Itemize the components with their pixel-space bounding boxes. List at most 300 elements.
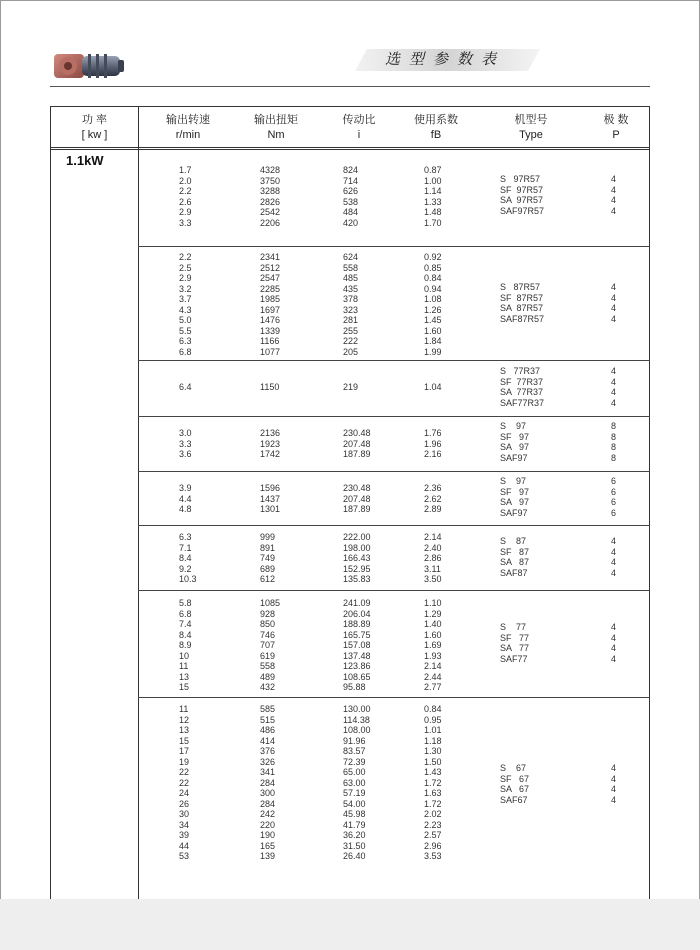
service-factor-column-value: 1.45: [424, 315, 442, 325]
torque-column-value: 749: [260, 553, 276, 563]
speed-column-value: 7.4: [179, 619, 192, 629]
ratio-column-value: 83.57: [343, 746, 366, 756]
type-column-value: SF 97: [500, 486, 530, 497]
service-factor-column-value: 1.60: [424, 629, 442, 640]
torque-column-value: 1985: [260, 294, 281, 304]
power-rating: 1.1kW: [66, 153, 104, 168]
type-column-value: S 97R57: [500, 174, 541, 184]
speed-column-value: 5.0: [179, 315, 192, 325]
poles-column-value: 4: [611, 282, 617, 292]
type-column-value: S 97: [500, 476, 527, 486]
service-factor-column-value: 1.48: [424, 207, 442, 217]
speed-column-value: 15: [179, 682, 190, 692]
poles-column-value: 4: [611, 622, 617, 632]
service-factor-column-value: 0.95: [424, 714, 442, 725]
ratio-column: [343, 382, 358, 393]
speed-column-value: 22: [179, 767, 190, 777]
poles-column: [611, 421, 616, 463]
torque-column-value: 414: [260, 735, 276, 746]
header-speed-unit: r/min: [175, 129, 201, 141]
type-column-value: SF 77R37: [500, 376, 544, 387]
service-factor-column-value: 1.33: [424, 196, 442, 207]
ratio-column-value: 485: [343, 273, 359, 283]
torque-column-value: 165: [260, 840, 276, 851]
header-speed-label: 输出转速: [166, 114, 210, 126]
torque-column-value: 850: [260, 619, 276, 629]
speed-column-value: 24: [179, 788, 190, 798]
poles-column-value: 4: [611, 313, 617, 324]
header-service-factor-label: 使用系数: [414, 114, 458, 126]
speed-column-value: 2.2: [179, 252, 192, 262]
service-factor-column: [424, 428, 442, 460]
group-separator: [138, 525, 650, 526]
ratio-column-value: 130.00: [343, 704, 371, 714]
speed-column-value: 5.8: [179, 598, 192, 608]
poles-column-value: 4: [611, 557, 617, 567]
type-column-value: SAF97R57: [500, 205, 545, 216]
ratio-column: [343, 598, 371, 693]
ratio-column-value: 187.89: [343, 449, 371, 459]
torque-column-value: 746: [260, 629, 276, 640]
speed-column-value: 19: [179, 756, 190, 767]
type-column-value: SA 97R57: [500, 195, 544, 205]
ratio-column-value: 135.83: [343, 574, 371, 584]
type-column: [500, 174, 544, 216]
service-factor-column-value: 2.57: [424, 830, 442, 840]
torque-column: [260, 483, 280, 515]
poles-column-value: 4: [611, 387, 617, 397]
speed-column-value: 10: [179, 650, 190, 661]
speed-column-value: 3.2: [179, 283, 192, 294]
service-factor-column: [424, 252, 442, 357]
ratio-column: [343, 704, 371, 862]
service-factor-column-value: 1.70: [424, 217, 442, 228]
poles-column-value: 6: [611, 486, 617, 497]
type-column: [500, 282, 544, 324]
ratio-column-value: 114.38: [343, 714, 370, 725]
ratio-column-value: 281: [343, 315, 359, 325]
service-factor-column-value: 1.40: [424, 619, 442, 629]
ratio-column-value: 207.48: [343, 438, 371, 449]
speed-column: [179, 483, 192, 515]
poles-column: [611, 366, 616, 408]
header-torque-label: 输出扭矩: [254, 114, 298, 126]
poles-column-value: 4: [611, 205, 617, 216]
speed-column-value: 4.4: [179, 493, 192, 504]
poles-column: [611, 536, 616, 578]
torque-column-value: 1150: [260, 382, 280, 392]
torque-column-value: 1166: [260, 336, 280, 346]
torque-column-value: 284: [260, 798, 276, 809]
poles-column-value: 4: [611, 195, 617, 205]
type-column: [500, 366, 544, 408]
type-column-value: SA 77: [500, 643, 530, 653]
service-factor-column-value: 3.53: [424, 851, 442, 861]
ratio-column-value: 152.95: [343, 563, 371, 574]
header-power-label: 功 率: [81, 114, 108, 126]
service-factor-column-value: 2.77: [424, 682, 442, 692]
speed-column-value: 2.5: [179, 262, 192, 273]
torque-column-value: 341: [260, 767, 276, 777]
ratio-column: [343, 165, 358, 228]
group-separator: [138, 471, 650, 472]
header-type-unit: Type: [519, 129, 543, 141]
ratio-column-value: 157.08: [343, 640, 371, 650]
ratio-column-value: 205: [343, 346, 359, 357]
ratio-column-value: 65.00: [343, 767, 366, 777]
torque-column-value: 612: [260, 574, 276, 584]
torque-column-value: 619: [260, 650, 276, 661]
torque-column-value: 2341: [260, 252, 281, 262]
header-ratio: [329, 113, 389, 143]
service-factor-column-value: 0.87: [424, 165, 442, 175]
ratio-column-value: 95.88: [343, 682, 366, 692]
torque-column-value: 1697: [260, 304, 281, 315]
service-factor-column-value: 2.89: [424, 504, 442, 514]
type-column-value: SF 87: [500, 546, 530, 557]
speed-column-value: 3.9: [179, 483, 192, 493]
group-separator: [138, 590, 650, 591]
header-separator: [51, 147, 649, 150]
poles-column-value: 4: [611, 366, 617, 376]
poles-column-value: 4: [611, 643, 617, 653]
speed-column-value: 53: [179, 851, 190, 861]
service-factor-column-value: 2.62: [424, 493, 442, 504]
group-separator: [138, 360, 650, 361]
speed-column-value: 15: [179, 735, 190, 746]
torque-column-value: 707: [260, 640, 276, 650]
speed-column-value: 13: [179, 725, 190, 735]
ratio-column: [343, 532, 371, 585]
page-footer-band: [0, 899, 700, 950]
torque-column-value: 1923: [260, 438, 281, 449]
group-separator: [138, 246, 650, 247]
speed-column-value: 3.0: [179, 428, 192, 438]
type-column-value: S 87R57: [500, 282, 541, 292]
service-factor-column-value: 1.93: [424, 650, 442, 661]
torque-column-value: 284: [260, 777, 276, 788]
service-factor-column-value: 1.96: [424, 438, 442, 449]
ratio-column-value: 219: [343, 382, 359, 392]
service-factor-column-value: 1.63: [424, 788, 442, 798]
service-factor-column-value: 1.14: [424, 186, 442, 196]
service-factor-column: [424, 532, 442, 585]
service-factor-column-value: 3.50: [424, 574, 442, 584]
torque-column-value: 139: [260, 851, 276, 861]
ratio-column-value: 558: [343, 262, 359, 273]
torque-column-value: 242: [260, 809, 276, 819]
speed-column-value: 6.8: [179, 608, 192, 619]
service-factor-column-value: 1.18: [424, 735, 442, 746]
service-factor-column-value: 1.50: [424, 756, 442, 767]
speed-column-value: 4.3: [179, 304, 192, 315]
header-type-label: 机型号: [514, 114, 548, 126]
service-factor-column-value: 2.44: [424, 671, 442, 682]
type-column-value: S 67: [500, 763, 527, 773]
service-factor-column-value: 0.84: [424, 273, 442, 283]
torque-column-value: 1301: [260, 504, 281, 514]
torque-column-value: 558: [260, 661, 276, 671]
torque-column-value: 515: [260, 714, 276, 725]
service-factor-column-value: 2.02: [424, 809, 442, 819]
top-rule: [50, 86, 650, 87]
header-power: [51, 113, 138, 143]
ratio-column-value: 198.00: [343, 542, 371, 553]
type-column: [500, 421, 529, 463]
ratio-column-value: 378: [343, 294, 359, 304]
ratio-column-value: 31.50: [343, 840, 366, 851]
speed-column: [179, 532, 197, 585]
service-factor-column-value: 0.92: [424, 252, 442, 262]
speed-column-value: 30: [179, 809, 190, 819]
ratio-column-value: 26.40: [343, 851, 366, 861]
ratio-column-value: 108.00: [343, 725, 371, 735]
poles-column-value: 4: [611, 567, 617, 578]
service-factor-column-value: 1.69: [424, 640, 442, 650]
speed-column-value: 2.2: [179, 186, 192, 196]
service-factor-column-value: 2.14: [424, 661, 442, 671]
poles-column-value: 4: [611, 303, 617, 313]
header-ratio-unit: i: [357, 129, 361, 141]
type-column: [500, 536, 529, 578]
ratio-column: [343, 483, 371, 515]
torque-column-value: 220: [260, 819, 276, 830]
torque-column-value: 891: [260, 542, 276, 553]
poles-column-value: 4: [611, 536, 617, 546]
torque-column-value: 2285: [260, 283, 281, 294]
poles-column-value: 8: [611, 421, 617, 431]
torque-column-value: 2542: [260, 207, 281, 217]
speed-column: [179, 428, 192, 460]
speed-column-value: 2.0: [179, 175, 192, 186]
torque-column: [260, 704, 275, 862]
speed-column-value: 4.8: [179, 504, 192, 514]
ratio-column-value: 714: [343, 175, 359, 186]
torque-column: [260, 382, 279, 393]
service-factor-column-value: 2.40: [424, 542, 442, 553]
service-factor-column-value: 1.76: [424, 428, 442, 438]
poles-column-value: 8: [611, 452, 617, 463]
service-factor-column-value: 2.96: [424, 840, 442, 851]
poles-column-value: 4: [611, 632, 617, 643]
type-column-value: SA 77R37: [500, 387, 544, 397]
ratio-column-value: 188.89: [343, 619, 371, 629]
speed-column: [179, 382, 192, 393]
ratio-column-value: 484: [343, 207, 359, 217]
type-column-value: SAF77R37: [500, 397, 545, 408]
poles-column: [611, 174, 616, 216]
type-column-value: SF 97R57: [500, 184, 544, 195]
torque-column: [260, 428, 280, 460]
type-column: [500, 763, 529, 805]
type-column-value: SAF87R57: [500, 313, 545, 324]
poles-column-value: 4: [611, 397, 617, 408]
service-factor-column: [424, 704, 442, 862]
type-column-value: SA 87: [500, 557, 530, 567]
torque-column-value: 2206: [260, 217, 281, 228]
ratio-column-value: 824: [343, 165, 359, 175]
type-column-value: SA 67: [500, 784, 530, 794]
ratio-column-value: 123.86: [343, 661, 371, 671]
speed-column-value: 39: [179, 830, 190, 840]
type-column-value: S 77R37: [500, 366, 541, 376]
poles-column: [611, 282, 616, 324]
poles-column-value: 4: [611, 784, 617, 794]
header-type: [501, 113, 561, 143]
poles-column-value: 8: [611, 442, 617, 452]
type-column-value: SAF97: [500, 507, 528, 518]
type-column: [500, 476, 529, 518]
poles-column-value: 4: [611, 794, 617, 805]
speed-column-value: 9.2: [179, 563, 192, 574]
service-factor-column-value: 1.60: [424, 325, 442, 336]
service-factor-column-value: 3.11: [424, 563, 441, 574]
poles-column: [611, 622, 616, 664]
speed-column-value: 3.3: [179, 217, 192, 228]
poles-column-value: 4: [611, 773, 617, 784]
type-column-value: SA 87R57: [500, 303, 544, 313]
torque-column: [260, 532, 275, 585]
type-column-value: SF 77: [500, 632, 530, 643]
poles-column-value: 4: [611, 174, 617, 184]
speed-column-value: 6.8: [179, 346, 192, 357]
service-factor-column-value: 1.10: [424, 598, 442, 608]
service-factor-column-value: 1.99: [424, 346, 442, 357]
ratio-column-value: 626: [343, 186, 359, 196]
service-factor-column: [424, 598, 442, 693]
speed-column-value: 3.3: [179, 438, 192, 449]
torque-column-value: 999: [260, 532, 276, 542]
ratio-column-value: 241.09: [343, 598, 371, 608]
type-column-value: SA 97: [500, 497, 530, 507]
service-factor-column-value: 0.84: [424, 704, 442, 714]
speed-column: [179, 252, 192, 357]
torque-column-value: 3750: [260, 175, 281, 186]
service-factor-column-value: 1.29: [424, 608, 442, 619]
poles-column-value: 4: [611, 292, 617, 303]
ratio-column-value: 435: [343, 283, 359, 294]
header-poles-unit: P: [612, 129, 620, 141]
ratio-column-value: 36.20: [343, 830, 366, 840]
header-torque-unit: Nm: [267, 129, 285, 141]
torque-column-value: 432: [260, 682, 276, 692]
service-factor-column-value: 2.86: [424, 553, 442, 563]
service-factor-column-value: 1.01: [424, 725, 442, 735]
service-factor-column-value: 2.36: [424, 483, 442, 493]
speed-column-value: 6.3: [179, 336, 192, 346]
torque-column-value: 1742: [260, 449, 281, 459]
ratio-column: [343, 428, 371, 460]
type-column-value: SAF77: [500, 653, 528, 664]
ratio-column-value: 538: [343, 196, 359, 207]
power-column-divider: [138, 107, 139, 899]
torque-column-value: 1085: [260, 598, 281, 608]
speed-column-value: 6.3: [179, 532, 192, 542]
ratio-column-value: 166.43: [343, 553, 371, 563]
service-factor-column-value: 0.85: [424, 262, 442, 273]
speed-column: [179, 165, 192, 228]
speed-column-value: 2.9: [179, 273, 192, 283]
torque-column-value: 3288: [260, 186, 281, 196]
speed-column-value: 13: [179, 671, 190, 682]
torque-column-value: 2512: [260, 262, 281, 273]
poles-column-value: 6: [611, 476, 617, 486]
service-factor-column-value: 1.72: [424, 798, 442, 809]
ratio-column-value: 255: [343, 325, 359, 336]
torque-column-value: 300: [260, 788, 276, 798]
speed-column-value: 8.9: [179, 640, 192, 650]
speed-column-value: 11: [179, 704, 189, 714]
poles-column-value: 8: [611, 431, 617, 442]
ratio-column-value: 45.98: [343, 809, 366, 819]
poles-column-value: 4: [611, 653, 617, 664]
speed-column-value: 26: [179, 798, 190, 809]
service-factor-column-value: 0.94: [424, 283, 442, 294]
type-column-value: SAF87: [500, 567, 528, 578]
ratio-column-value: 41.79: [343, 819, 366, 830]
poles-column: [611, 476, 616, 518]
type-column-value: SAF97: [500, 452, 528, 463]
speed-column-value: 8.4: [179, 553, 192, 563]
service-factor-column-value: 1.43: [424, 767, 442, 777]
speed-column-value: 2.9: [179, 207, 192, 217]
type-column-value: SF 67: [500, 773, 530, 784]
torque-column-value: 585: [260, 704, 276, 714]
header-ratio-label: 传动比: [342, 114, 376, 126]
service-factor-column-value: 2.23: [424, 819, 442, 830]
service-factor-column-value: 1.30: [424, 746, 442, 756]
torque-column: [260, 252, 280, 357]
torque-column: [260, 165, 280, 228]
type-column-value: S 97: [500, 421, 527, 431]
gear-reducer-logo-icon: [52, 48, 126, 82]
type-column-value: S 77: [500, 622, 527, 632]
header-power-unit: [ kw ]: [81, 129, 108, 141]
torque-column-value: 1339: [260, 325, 281, 336]
torque-column-value: 1437: [260, 493, 281, 504]
type-column-value: SF 97: [500, 431, 530, 442]
speed-column-value: 6.4: [179, 382, 192, 392]
poles-column-value: 4: [611, 376, 617, 387]
torque-column-value: 326: [260, 756, 276, 767]
speed-column-value: 1.7: [179, 165, 192, 175]
ratio-column-value: 57.19: [343, 788, 366, 798]
ratio-column-value: 323: [343, 304, 359, 315]
ratio-column-value: 420: [343, 217, 359, 228]
service-factor-column-value: 1.84: [424, 336, 442, 346]
header-speed: [158, 113, 218, 143]
service-factor-column-value: 1.04: [424, 382, 442, 392]
speed-column: [179, 704, 189, 862]
speed-column-value: 22: [179, 777, 190, 788]
ratio-column-value: 137.48: [343, 650, 371, 661]
ratio-column: [343, 252, 358, 357]
poles-column-value: 4: [611, 184, 617, 195]
type-column: [500, 622, 529, 664]
header-service-factor-unit: fB: [430, 129, 442, 141]
service-factor-column: [424, 382, 442, 393]
poles-column: [611, 763, 616, 805]
header-poles: [586, 113, 646, 143]
torque-column-value: 486: [260, 725, 276, 735]
speed-column-value: 2.6: [179, 196, 192, 207]
type-column-value: SF 87R57: [500, 292, 544, 303]
torque-column-value: 2547: [260, 273, 281, 283]
poles-column-value: 6: [611, 507, 617, 518]
ratio-column-value: 91.96: [343, 735, 366, 746]
ratio-column-value: 624: [343, 252, 359, 262]
torque-column-value: 489: [260, 671, 276, 682]
